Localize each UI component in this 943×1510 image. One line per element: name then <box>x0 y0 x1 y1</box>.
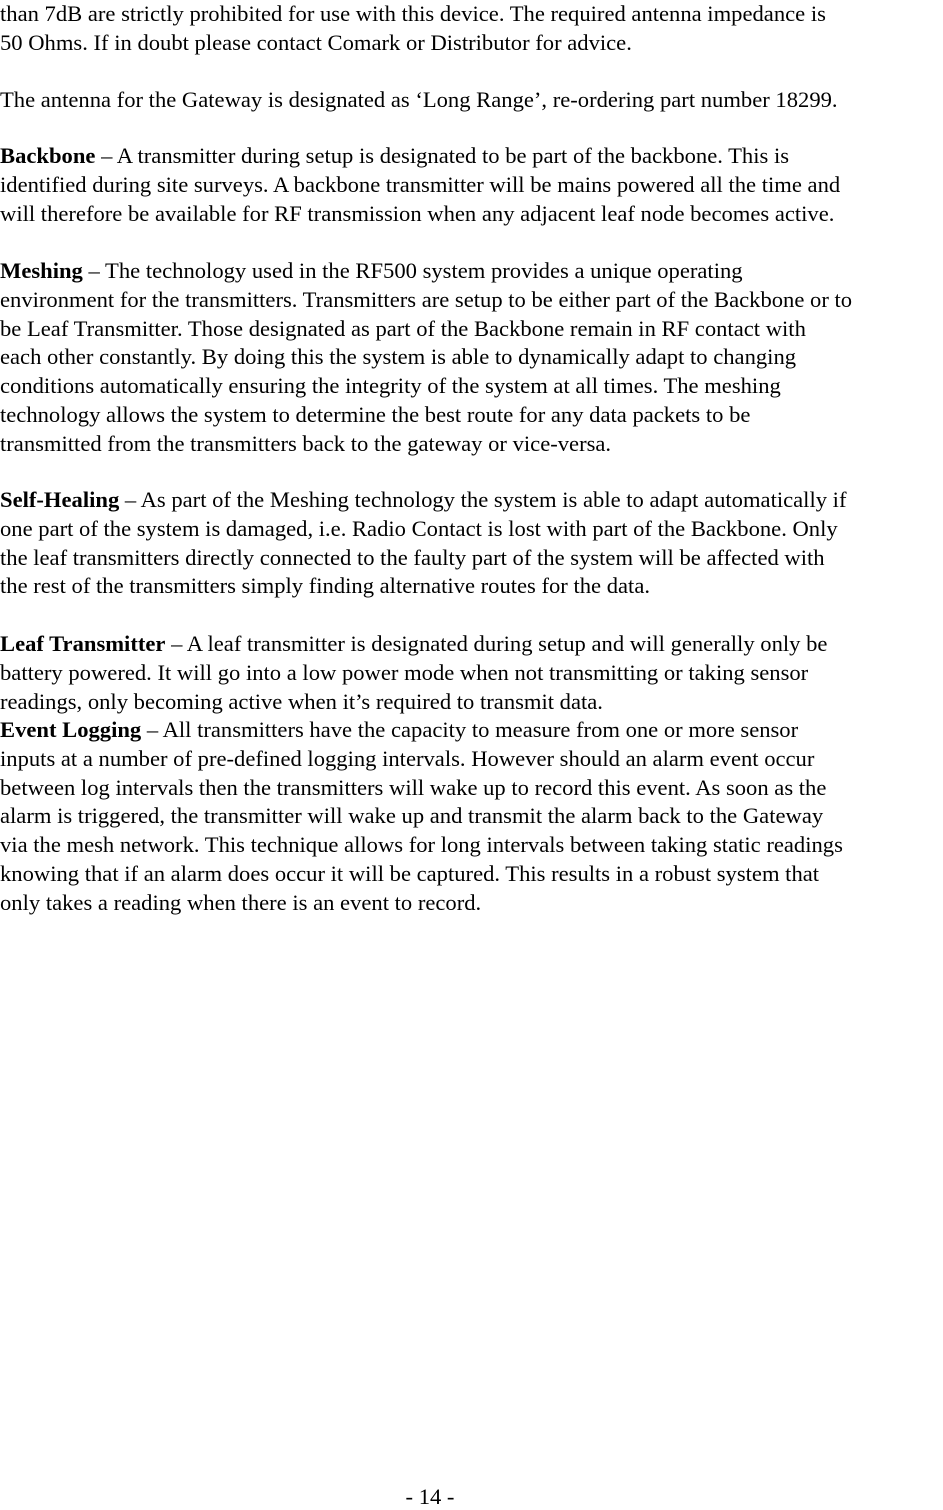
text-line: between log intervals then the transmitters will wake up to record this event. As soon as the <box>0 774 827 800</box>
text-line <box>0 257 852 286</box>
text-line: readings, only becoming active when it’s required to transmit data. <box>0 688 603 714</box>
term-event-logging: Event Logging <box>0 717 142 742</box>
term-self-healing: Self-Healing <box>0 487 120 512</box>
paragraph-event-logging <box>0 716 843 918</box>
text-line <box>0 630 827 659</box>
term-backbone: Backbone <box>0 143 96 168</box>
text-line: the leaf transmitters directly connected to the faulty part of the system will be affected with <box>0 544 825 570</box>
text-line: The antenna for the Gateway is designated as ‘Long Range’, re-ordering part number 18299. <box>0 87 838 112</box>
text-line: technology allows the system to determine the best route for any data packets to be <box>0 401 751 427</box>
text-line: battery powered. It will go into a low power mode when not transmitting or taking sensor <box>0 659 809 685</box>
term-meshing: Meshing <box>0 258 83 283</box>
text-line: the rest of the transmitters simply finding alternative routes for the data. <box>0 573 651 599</box>
paragraph-leaf-transmitter <box>0 630 827 716</box>
page-number: - 14 - <box>405 1484 455 1509</box>
definition-text: – The technology used in the RF500 system provides a unique operating <box>82 258 743 283</box>
text-line: each other constantly. By doing this the system is able to dynamically adapt to changing <box>0 344 797 370</box>
text-line: alarm is triggered, the transmitter will wake up and transmit the alarm back to the Gateway <box>0 803 824 829</box>
text-line: than 7dB are strictly prohibited for use with this device. The required antenna impedance is <box>0 1 826 26</box>
text-line: conditions automatically ensuring the integrity of the system at all times. The meshing <box>0 373 781 399</box>
text-line: will therefore be available for RF transmission when any adjacent leaf node becomes active. <box>0 200 835 226</box>
text-line: transmitted from the transmitters back to the gateway or vice-versa. <box>0 430 612 456</box>
text-line <box>0 142 840 171</box>
text-line: be Leaf Transmitter. Those designated as part of the Backbone remain in RF contact with <box>0 315 806 341</box>
text-line: inputs at a number of pre-defined logging intervals. However should an alarm event occur <box>0 745 815 771</box>
term-leaf-transmitter: Leaf Transmitter <box>0 631 166 656</box>
definition-text: – A leaf transmitter is designated during setup and will generally only be <box>165 631 828 656</box>
paragraph-gateway-antenna <box>0 86 838 115</box>
text-line: knowing that if an alarm does occur it will be captured. This results in a robust system that <box>0 860 820 886</box>
text-line: only takes a reading when there is an event to record. <box>0 889 482 915</box>
paragraph-antenna-gain <box>0 0 826 58</box>
text-line: identified during site surveys. A backbone transmitter will be mains powered all the time and <box>0 171 841 197</box>
text-line: 50 Ohms. If in doubt please contact Comark or Distributor for advice. <box>0 29 632 55</box>
definition-text: – All transmitters have the capacity to measure from one or more sensor <box>141 717 799 742</box>
paragraph-self-healing <box>0 486 847 601</box>
definition-text: – As part of the Meshing technology the system is able to adapt automatically if <box>119 487 847 512</box>
text-line <box>0 716 843 745</box>
text-line: one part of the system is damaged, i.e. Radio Contact is lost with part of the Backbone. Only <box>0 515 838 541</box>
text-line <box>0 486 847 515</box>
text-line: environment for the transmitters. Transmitters are setup to be either part of the Backbone or to <box>0 286 853 312</box>
definition-text: – A transmitter during setup is designated to be part of the backbone. This is <box>95 143 790 168</box>
paragraph-backbone <box>0 142 840 228</box>
text-line: via the mesh network. This technique allows for long intervals between taking static readings <box>0 832 843 858</box>
paragraph-meshing <box>0 257 852 459</box>
